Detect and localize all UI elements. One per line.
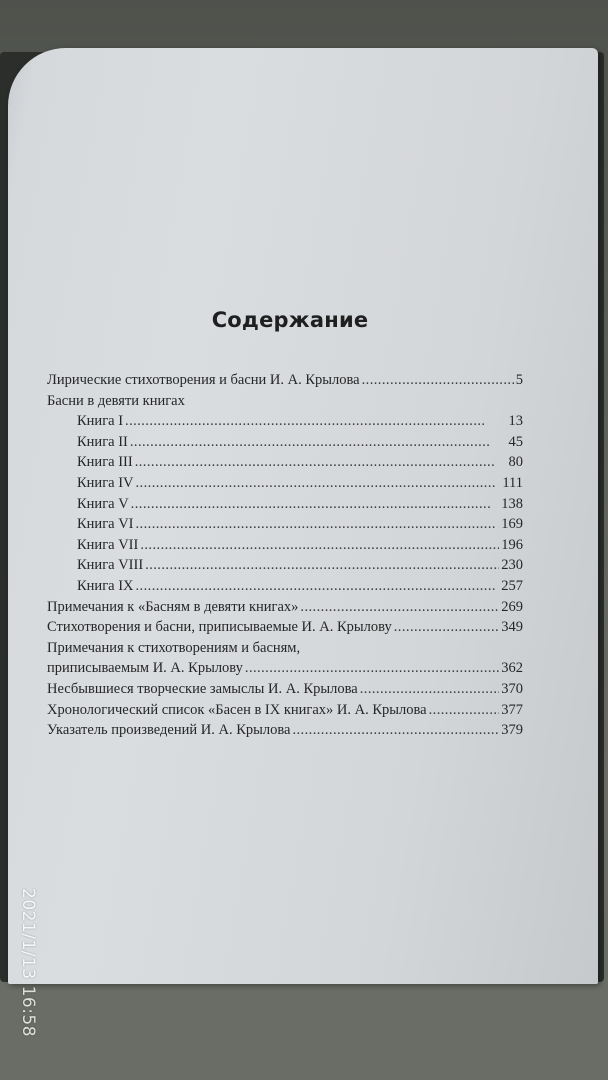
photo-timestamp: 2021/1/13 16:58 [18, 888, 38, 1038]
toc-entry-label: Книга IX [77, 577, 134, 594]
toc-entry-label: Книга II [77, 433, 128, 450]
toc-entry [47, 434, 523, 455]
toc-entry-label: Книга I [77, 413, 124, 430]
toc-leader-dots [136, 578, 500, 595]
toc-entry-page: 169 [501, 516, 523, 533]
toc-title: Содержание [211, 308, 369, 332]
toc-entry-label: Книга VIII [77, 557, 144, 574]
toc-entry-page: 5 [515, 372, 523, 388]
toc-entry-label: приписываемым И. А. Крылову [47, 660, 243, 677]
toc-entry [47, 722, 523, 743]
toc-entry [47, 413, 523, 434]
toc-entry [47, 454, 523, 475]
toc-leader-dots [130, 434, 507, 451]
toc-entry-label: Несбывшиеся творческие замыслы И. А. Крылова [47, 680, 358, 697]
toc-entry-page: 196 [501, 536, 523, 553]
toc-leader-dots [145, 557, 499, 574]
toc-entry-page: 377 [501, 701, 523, 718]
table-of-contents [47, 308, 523, 743]
toc-entry [47, 660, 523, 681]
toc-entry-label: Басни в девяти книгах [47, 392, 185, 409]
toc-entry [47, 640, 523, 661]
toc-entry-page: 349 [501, 619, 523, 636]
toc-entry-page: 111 [502, 474, 523, 491]
toc-entry-page: 379 [501, 722, 523, 739]
toc-leader-dots [136, 475, 501, 492]
toc-entry-label: Хронологический список «Басен в IX книгах» И. А. Крылова [47, 701, 427, 718]
toc-entry-page: 230 [501, 557, 523, 574]
toc-entry-page: 257 [501, 577, 523, 594]
toc-entry-label: Указатель произведений И. А. Крылова [47, 722, 291, 739]
toc-entry-label: Книга VII [77, 536, 139, 553]
toc-entry-page: 362 [501, 660, 523, 677]
toc-leader-dots [394, 619, 500, 636]
toc-entry-label: Книга IV [77, 474, 134, 491]
toc-entry [47, 393, 523, 414]
toc-entry [47, 702, 523, 723]
toc-leader-dots [429, 702, 500, 719]
toc-entry [47, 578, 523, 599]
toc-leader-dots [125, 413, 506, 430]
toc-entry-label: Стихотворения и басни, приписываемые И. А. Крылову [47, 619, 392, 636]
toc-leader-dots [135, 454, 507, 471]
toc-entry-label: Примечания к «Басням в девяти книгах» [47, 598, 299, 615]
toc-entry [47, 475, 523, 496]
book-page [8, 48, 598, 984]
toc-entry-label: Книга VI [77, 516, 134, 533]
toc-entry-page: 138 [501, 495, 523, 512]
toc-entry-page: 370 [501, 680, 523, 697]
toc-leader-dots [140, 537, 499, 554]
toc-entry [47, 516, 523, 537]
toc-leader-dots [292, 722, 499, 739]
toc-leader-dots [136, 516, 500, 533]
toc-leader-dots [362, 372, 514, 389]
toc-entry [47, 681, 523, 702]
toc-leader-dots [245, 660, 499, 677]
toc-list [47, 372, 523, 743]
toc-leader-dots [300, 599, 499, 616]
toc-entry-page: 80 [508, 454, 523, 471]
toc-entry [47, 496, 523, 517]
toc-entry [47, 372, 523, 393]
toc-entry-label: Лирические стихотворения и басни И. А. Крылова [47, 372, 360, 388]
toc-entry-page: 13 [508, 413, 523, 430]
toc-entry [47, 557, 523, 578]
toc-entry [47, 537, 523, 558]
toc-leader-dots [131, 496, 500, 513]
toc-entry-page: 45 [508, 433, 523, 450]
toc-entry-page: 269 [501, 598, 523, 615]
toc-entry-label: Книга III [77, 454, 133, 471]
toc-entry-label: Книга V [77, 495, 129, 512]
toc-entry [47, 599, 523, 620]
toc-leader-dots [360, 681, 500, 698]
toc-entry-label: Примечания к стихотворениям и басням, [47, 639, 301, 656]
toc-entry [47, 619, 523, 640]
